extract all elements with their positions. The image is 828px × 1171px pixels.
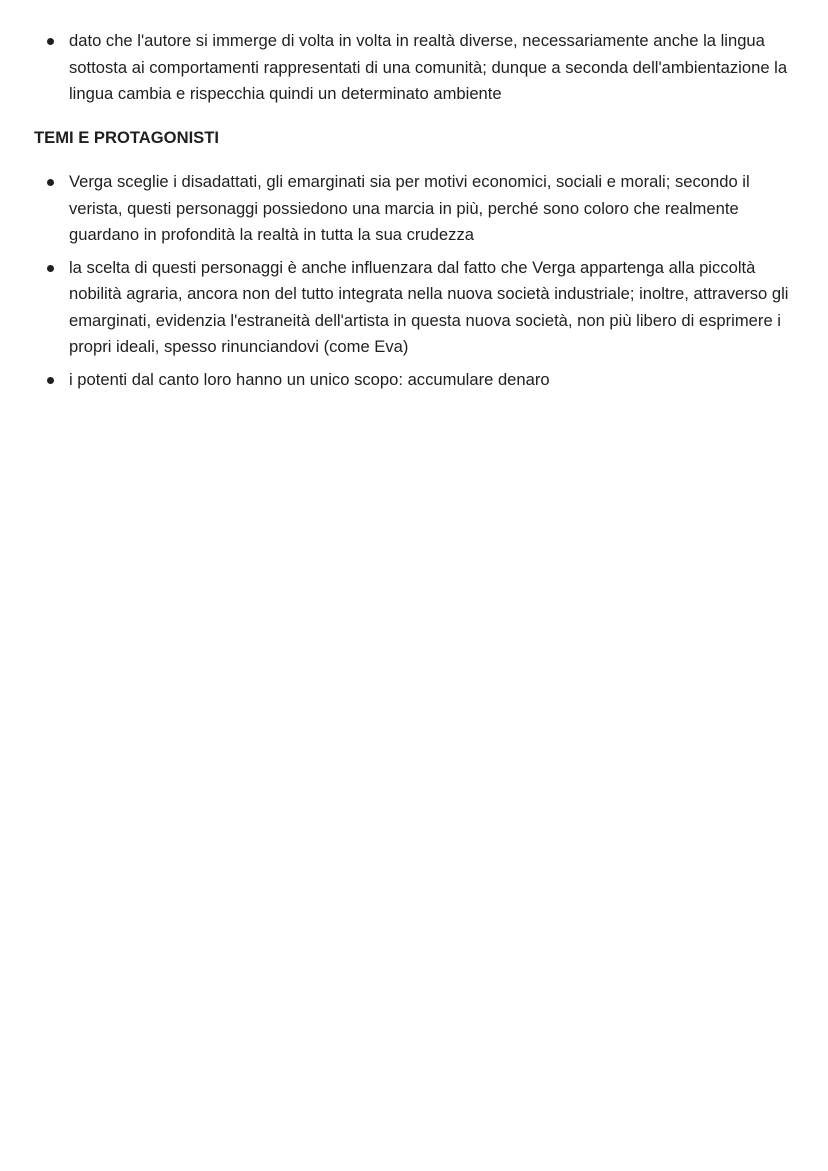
section-heading: TEMI E PROTAGONISTI	[34, 128, 219, 147]
list-item	[0, 367, 828, 394]
list-item-text: la scelta di questi personaggi è anche influenzara dal fatto che Verga appartenga alla piccoltà nobilità agraria, ancora non del tutto integrata nella nuova società industriale; inoltre, attraverso gli emarginati, evidenzia l'estraneità dell'artista in questa nuova società, non più libero di esprimere i propri ideali, spesso rinunciandovi (come Eva)	[69, 257, 789, 356]
list-item-text: Verga sceglie i disadattati, gli emarginati sia per motivi economici, sociali e morali; secondo il verista, questi personaggi possiedono una marcia in più, perché sono coloro che realmente guardano in profondità la realtà in tutta la sua crudezza	[69, 172, 750, 244]
list-item	[0, 169, 828, 249]
list-item	[0, 28, 828, 108]
intro-bullet-list	[0, 28, 828, 114]
list-item-text: i potenti dal canto loro hanno un unico scopo: accumulare denaro	[69, 369, 550, 389]
bullet-icon	[47, 377, 54, 384]
list-item	[0, 255, 828, 361]
bullet-icon	[47, 179, 54, 186]
list-item-text: dato che l'autore si immerge di volta in volta in realtà diverse, necessariamente anche la lingua sottosta ai comportamenti rappresentati di una comunità; dunque a seconda dell'ambientazione la lingua cambia e rispecchia quindi un determinato ambiente	[69, 31, 788, 103]
themes-bullet-list	[0, 169, 828, 399]
bullet-icon	[47, 38, 54, 45]
bullet-icon	[47, 265, 54, 272]
